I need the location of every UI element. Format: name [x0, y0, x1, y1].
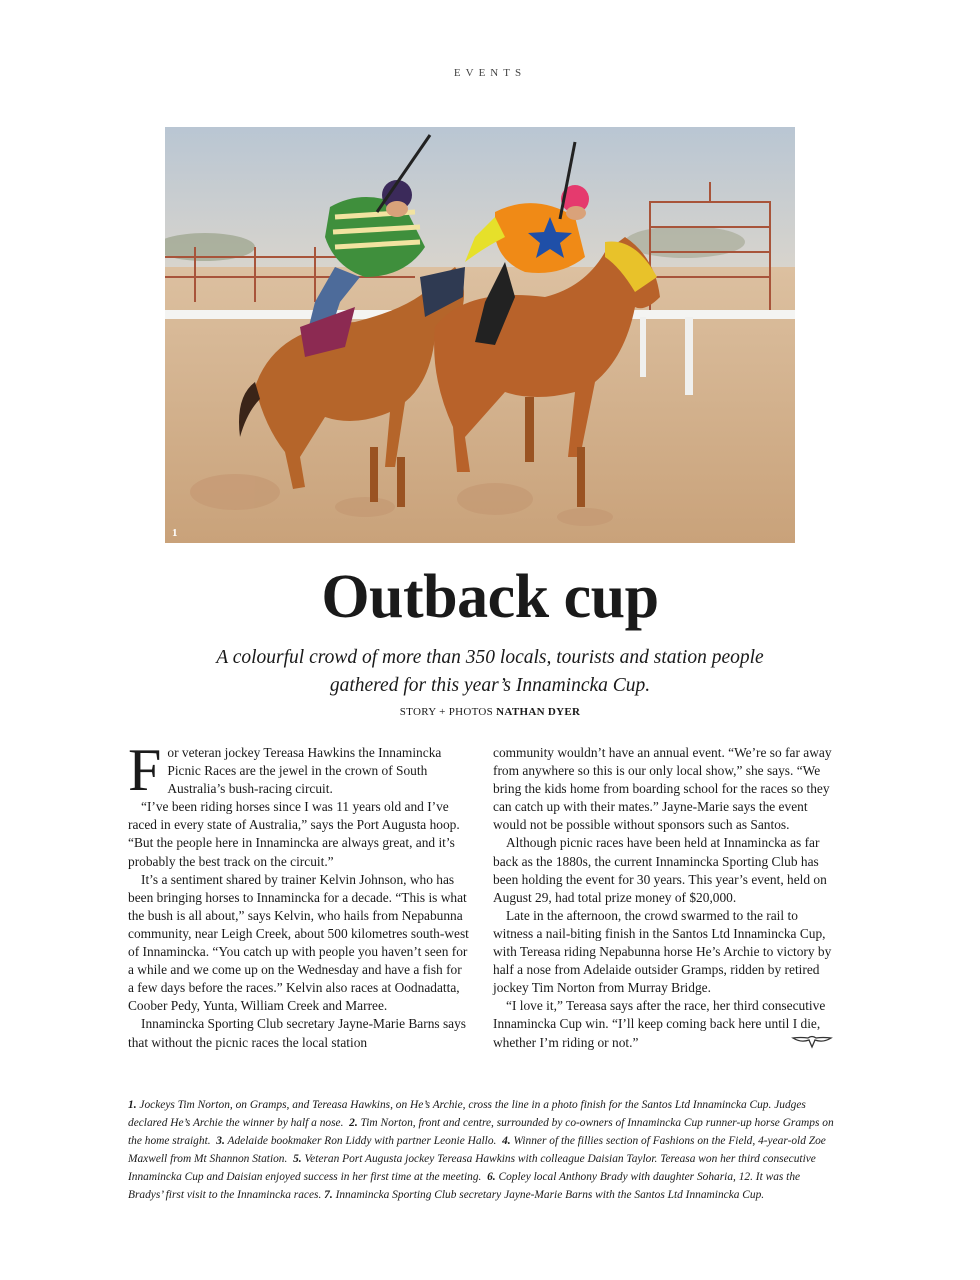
byline [0, 706, 980, 718]
race-photo [165, 127, 795, 543]
caption-1: 1. Jockeys Tim Norton, on Gramps, and Tereasa Hawkins, on He’s Archie, cross the line in a photo finish for the Santos Ltd Innamincka Cup. Judges declared He’s Archie the winner by half a nose. [128, 1099, 806, 1129]
caption-7: 7. Innamincka Sporting Club secretary Jayne-Marie Barns with the Santos Ltd Innamincka Cup. [324, 1188, 765, 1201]
section-label: EVENTS [453, 67, 527, 79]
caption-5: 5. Veteran Port Augusta jockey Tereasa Hawkins with colleague Daisian Taylor. Tereasa won her third consecutive Innamincka Cup and Daisian enjoyed success in her first time at the meeting. [128, 1152, 816, 1183]
article-paragraph: “I love it,” Tereasa says after the race, her third consecutive Innamincka Cup win. “I’ll keep coming back here until I die, whether I’m riding or not.” [493, 998, 826, 1050]
sky [165, 127, 795, 287]
article-paragraph: community wouldn’t have an annual event. “We’re so far away from anywhere so this is our only local show,” she says. “We bring the kids home from boarding school for the races so they can catch up with their mates.” Jayne-Marie says the event would not be possible without sponsors such as Santos. [493, 745, 832, 833]
article-column-left [128, 737, 470, 1052]
article-paragraph: Innamincka Sporting Club secretary Jayne-Marie Barns says that without the picnic races the local station [128, 1016, 467, 1050]
drop-cap: F [128, 737, 162, 803]
article-paragraph [128, 737, 470, 803]
photo-captions [128, 1097, 834, 1204]
article-paragraph: It’s a sentiment shared by trainer Kelvin Johnson, who has been bringing horses to Innamincka for a decade. “This is what the bush is all about,” says Kelvin, who hails from Nepabunna community, near Leigh Creek, about 500 kilometres south-west of Innamincka. “You catch up with people you haven’t seen for a while and we come up on the Wednesday and have a fish for a few days before the races.” Kelvin also races at Oodnadatta, Coober Pedy, Yunta, William Creek and Marree. [128, 871, 469, 1014]
paragraph-text: or veteran jockey Tereasa Hawkins the Innamincka Picnic Races are the jewel in the crown of South Australia’s bush-racing circuit. [167, 745, 442, 797]
standfirst: A colourful crowd of more than 350 locals, tourists and station people gathered for this year’s Innamincka Cup. [216, 647, 764, 696]
article-column-right [493, 744, 835, 1052]
byline-prefix: STORY + PHOTOS [399, 706, 494, 718]
caption-2: 2. Tim Norton, front and centre, surrounded by co-owners of Innamincka Cup runner-up horse Gramps on the home straight. [128, 1116, 834, 1147]
article-paragraph: “I’ve been riding horses since I was 11 years old and I’ve raced in every state of Australia,” says the Port Augusta hoop. “But the people here in Innamincka are always great, and it’s probably the best track on the circuit.” [128, 799, 460, 869]
article-paragraph: Late in the afternoon, the crowd swarmed to the rail to witness a nail-biting finish in the Santos Ltd Innamincka Cup, with Tereasa riding Nepabunna horse He’s Archie to victory by half a nose from Adelaide outsider Gramps, ridden by retired jockey Tim Norton from Murray Bridge. [493, 907, 832, 996]
caption-3: 3. Adelaide bookmaker Ron Liddy with partner Leonie Hallo. [216, 1134, 497, 1147]
caption-6: 6. Copley local Anthony Brady with daughter Soharia, 12. It was the Bradys’ first visit to the Innamincka races. [128, 1170, 801, 1201]
headline: Outback cup [321, 563, 659, 631]
article-paragraph: Although picnic races have been held at Innamincka as far back as the 1880s, the current Innamincka Sporting Club has been holding the event for 30 years. This year’s event, held on August 29, had total prize money of $20,000. [493, 835, 827, 905]
byline-author: NATHAN DYER [496, 706, 581, 718]
caption-4: 4. Winner of the fillies section of Fashions on the Field, 4-year-old Zoe Maxwell from Mt Shannon Station. [128, 1134, 826, 1165]
bull-horns-end-icon [791, 1033, 833, 1056]
photo-number: 1 [172, 527, 178, 539]
